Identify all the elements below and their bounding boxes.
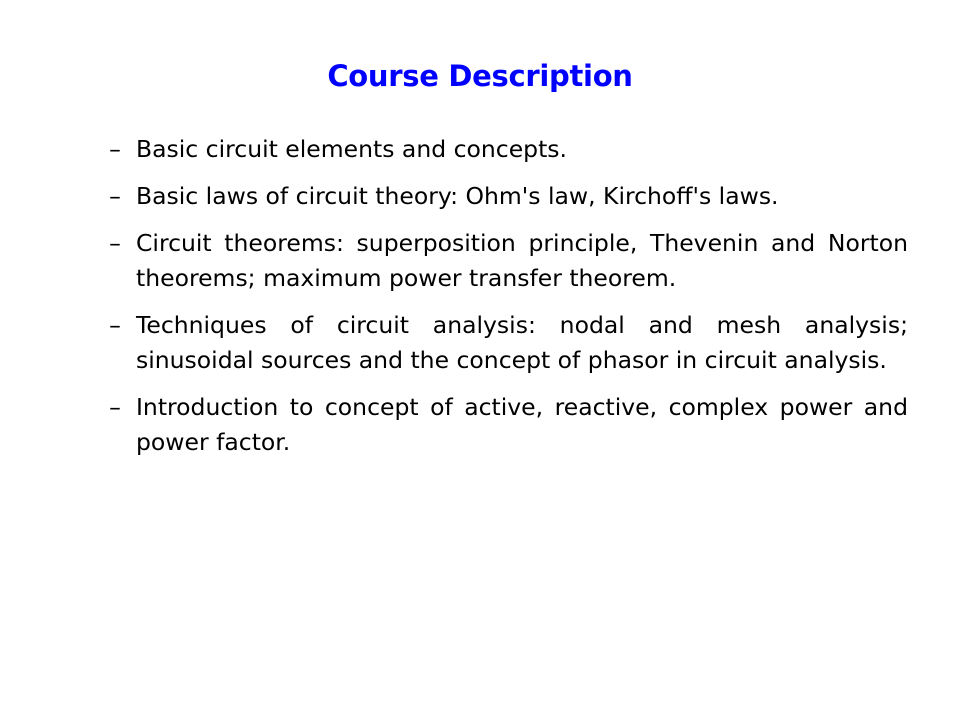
dash-bullet-icon: – <box>109 393 121 421</box>
bullet-text: Basic laws of circuit theory: Ohm's law, Kirchoff's laws. <box>136 182 779 210</box>
bullet-list <box>100 132 908 472</box>
bullet-text: Circuit theorems: superposition principle, Thevenin and Norton theorems; maximum power transfer theorem. <box>136 229 908 292</box>
bullet-text: Basic circuit elements and concepts. <box>136 135 568 163</box>
dash-bullet-icon: – <box>109 311 121 339</box>
bullet-item <box>100 308 908 378</box>
bullet-text: Techniques of circuit analysis: nodal and mesh analysis; sinusoidal sources and the concept of phasor in circuit analysis. <box>136 311 908 374</box>
bullet-item <box>100 132 908 167</box>
dash-bullet-icon: – <box>109 182 121 210</box>
bullet-item <box>100 226 908 296</box>
bullet-item <box>100 179 908 214</box>
bullet-item <box>100 390 908 460</box>
dash-bullet-icon: – <box>109 135 121 163</box>
slide-title: Course Description <box>327 59 633 93</box>
dash-bullet-icon: – <box>109 229 121 257</box>
bullet-text: Introduction to concept of active, reactive, complex power and power factor. <box>136 393 908 456</box>
